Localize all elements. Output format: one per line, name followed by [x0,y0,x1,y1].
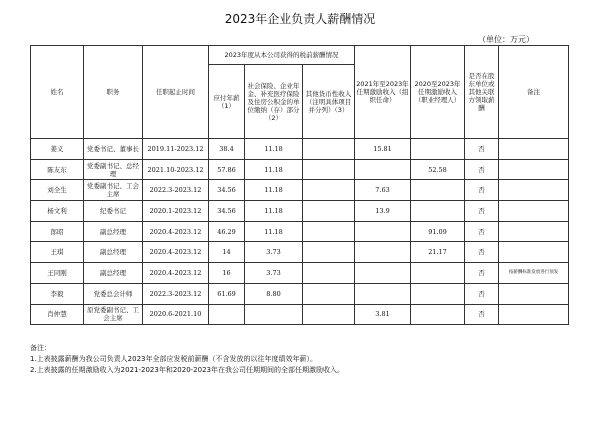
cell-incentive-2021 [355,159,411,180]
cell-incentive-2021: 15.81 [355,139,411,160]
cell-term: 2020.1-2023.12 [143,201,209,222]
cell-term: 2020.4-2023.12 [143,263,209,284]
cell-social: 3.73 [245,263,303,284]
cell-incentive-2021 [355,263,411,284]
notes [30,343,344,376]
cell-incentive-2020: 52.58 [411,159,465,180]
table-row [31,283,569,304]
header-incentive-2020: 2020至2023年任期激励收入（职业经理人） [411,46,465,139]
unit-label: （单位：万元） [478,35,534,44]
cell-term: 2022.3-2023.12 [143,180,209,201]
cell-annual: 34.56 [209,180,245,201]
table-row [31,201,569,222]
page-title: 2023年企业负责人薪酬情况 [224,12,376,26]
cell-name: 李毅 [31,283,84,304]
cell-annual: 34.56 [209,201,245,222]
header-remark: 备注 [499,46,569,139]
cell-name: 郎昭 [31,221,84,242]
cell-term: 2019.11-2023.12 [143,139,209,160]
cell-position: 副总经理 [84,242,143,263]
cell-term: 2022.3-2023.12 [143,283,209,304]
header-name: 姓名 [31,46,84,139]
cell-other [303,139,355,160]
cell-position: 党委副书记、总经理 [84,159,143,180]
cell-name: 刘全生 [31,180,84,201]
cell-name: 王同刚 [31,263,84,284]
header-pretax-group: 2023年度从本公司获得的税前薪酬情况 [209,46,355,65]
cell-incentive-2021 [355,221,411,242]
cell-position: 副总经理 [84,221,143,242]
cell-affiliate: 否 [465,201,499,222]
cell-remark [499,139,569,160]
cell-social: 11.18 [245,201,303,222]
cell-annual: 46.29 [209,221,245,242]
cell-remark [499,201,569,222]
header-annual: 应付年薪（1） [209,65,245,139]
header-position: 职务 [84,46,143,139]
cell-social: 11.18 [245,159,303,180]
header-social: 社会保险、企业年金、补充医疗保险及住房公积金的单位缴纳（存）部分（2） [245,65,303,139]
header-incentive-2021: 2021年至2023年任期激励收入（组织任命） [355,46,411,139]
cell-annual [209,304,245,325]
cell-other [303,201,355,222]
cell-position: 副总经理 [84,263,143,284]
cell-term: 2020.4-2023.12 [143,221,209,242]
cell-affiliate: 否 [465,263,499,284]
salary-table [30,45,569,325]
cell-incentive-2021: 7.63 [355,180,411,201]
cell-incentive-2020: 91.09 [411,221,465,242]
cell-annual: 14 [209,242,245,263]
cell-term: 2020.6-2021.10 [143,304,209,325]
header-other: 其他货币性收入（注明具体项目并分列）（3） [303,65,355,139]
cell-other [303,304,355,325]
cell-incentive-2020 [411,263,465,284]
cell-name: 姜义 [31,139,84,160]
cell-annual: 57.86 [209,159,245,180]
table-row [31,221,569,242]
cell-name: 王琪 [31,242,84,263]
cell-social: 11.18 [245,139,303,160]
cell-other [303,221,355,242]
cell-remark [499,159,569,180]
cell-affiliate: 否 [465,221,499,242]
cell-remark [499,242,569,263]
cell-name: 陈友东 [31,159,84,180]
cell-remark [499,283,569,304]
cell-incentive-2020 [411,201,465,222]
cell-incentive-2020 [411,180,465,201]
cell-affiliate: 否 [465,242,499,263]
cell-annual: 61.69 [209,283,245,304]
cell-position: 党委总会计师 [84,283,143,304]
cell-incentive-2021: 3.81 [355,304,411,325]
cell-remark: 按薪酬标准发放进行预发 [499,263,569,284]
header-affiliate: 是否在股东单位或其他关联方领取薪酬 [465,46,499,139]
notes-line-2: 2.上表披露的任期激励收入为2021-2023年和2020-2023年在我公司任期期间的全部任期激励收入。 [30,366,344,374]
table-row [31,263,569,284]
cell-incentive-2021: 13.9 [355,201,411,222]
table-row [31,304,569,325]
cell-remark [499,304,569,325]
cell-social: 8.80 [245,283,303,304]
cell-other [303,242,355,263]
cell-term: 2020.4-2023.12 [143,242,209,263]
cell-name: 杨文利 [31,201,84,222]
cell-incentive-2021 [355,242,411,263]
cell-incentive-2020 [411,304,465,325]
notes-heading: 备注： [30,344,51,352]
cell-social: 3.73 [245,242,303,263]
cell-name: 肖仲慧 [31,304,84,325]
cell-incentive-2021 [355,283,411,304]
cell-affiliate: 否 [465,159,499,180]
cell-affiliate: 否 [465,304,499,325]
cell-other [303,283,355,304]
cell-remark [499,180,569,201]
cell-social: 11.18 [245,221,303,242]
cell-other [303,159,355,180]
cell-position: 纪委书记 [84,201,143,222]
cell-incentive-2020 [411,283,465,304]
cell-affiliate: 否 [465,180,499,201]
cell-affiliate: 否 [465,139,499,160]
table-row [31,242,569,263]
cell-social: 11.18 [245,180,303,201]
cell-annual: 38.4 [209,139,245,160]
header-term: 任职起止时间 [143,46,209,139]
cell-annual: 16 [209,263,245,284]
cell-incentive-2020 [411,139,465,160]
cell-incentive-2020: 21.17 [411,242,465,263]
cell-affiliate: 否 [465,283,499,304]
cell-social [245,304,303,325]
cell-other [303,180,355,201]
cell-position: 党委书记、董事长 [84,139,143,160]
cell-other [303,263,355,284]
cell-position: 原党委副书记、工会主席 [84,304,143,325]
notes-line-1: 1.上表披露薪酬为我公司负责人2023年全部应发税前薪酬（不含发放的以往年度绩效年薪）。 [30,355,317,363]
table-row [31,139,569,160]
table-row [31,180,569,201]
cell-term: 2021.10-2023.12 [143,159,209,180]
table-row [31,159,569,180]
cell-position: 党委副书记、工会主席 [84,180,143,201]
cell-remark [499,221,569,242]
